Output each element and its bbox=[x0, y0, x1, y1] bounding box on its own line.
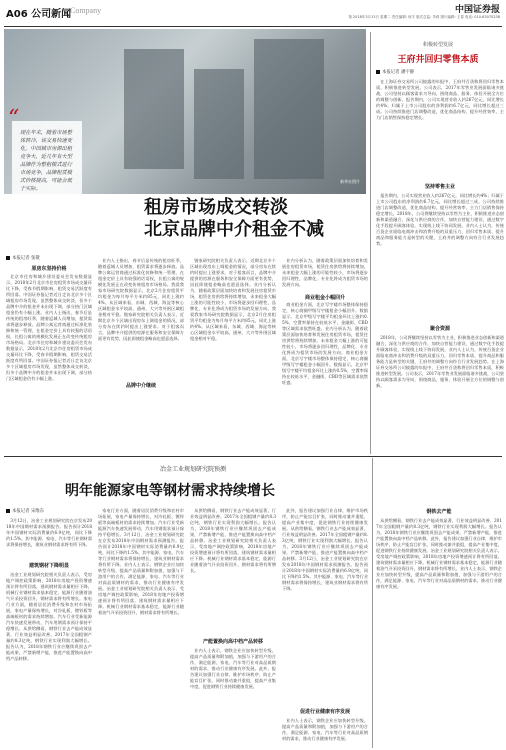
rent-subhead-1: 原房东坚持价格 bbox=[31, 266, 67, 272]
steel-col-5: 从供给侧看，钢铁行业去产能成效显著，行业效益明显改善。2017年全国粗钢产量约8.3亿吨，钢铁行业实现利润大幅增长。报告认为，2018年钢铁行业应继续巩固去产能成果，严禁新增产能，推进产能置换向高中档产品转移。此外，报告建议加强行业自律，维护市场秩序，防止产能盲目扩张，同时推动兼并重组，提高产业集中度，促进钢铁行业持续健康发展。冶金工业规划研究院相关负责人表示，受房地产调控政策影响，2018年房地产投资增速预计将有所回落，建筑钢材需求量相应下降。机械行业钢材需求基本稳定，能源行业随着油气开采投资回升，钢材需求将有所增长。业内人士表示，钢铁企业应加快转型升级，提高产品质量和附加值，加强与下游用户的合作，满足能源、家电、汽车等行业对高品质钢材的需求，推动行业健康有序发展。 bbox=[376, 518, 502, 589]
rent-byline: 本报记者 张敬 bbox=[6, 255, 40, 261]
pull-quote bbox=[8, 106, 82, 213]
steel-col-1b: 冶金工业规划研究院相关负责人表示，受房地产调控政策影响，2018年房地产投资增速预计将有所回落，建筑钢材需求量相应下降。机械行业钢材需求基本稳定，能源行业随着油气开采投资回升，钢材需求将有所增长。家电行业方面，随着居民消费升级和农村市场拓展，家电产量保持增长，对冷轧板、镀锌板等高端板材的需求持续增加。汽车行业受新能源汽车快速发展带动，汽车用钢需求预计保持平稳增长。从供给侧看，钢铁行业去产能成效显著，行业效益明显改善。2017年全国粗钢产量约8.3亿吨，钢铁行业实现利润大幅增长。报告认为，2018年钢铁行业应继续巩固去产能成果，严禁新增产能，推进产能置换向高中档产品转移。 bbox=[6, 572, 92, 661]
side-subhead-1: 坚持零售主业 bbox=[424, 184, 455, 190]
wangfujing-story bbox=[372, 33, 504, 433]
section-english: Company bbox=[70, 6, 102, 15]
steel-subhead-4: 钢铁去产能 bbox=[426, 509, 452, 515]
masthead-logo: 中国证券报 bbox=[454, 5, 500, 15]
steel-kicker: 冶金工业规划研究院预测 bbox=[160, 466, 227, 473]
sidebar-divider bbox=[370, 32, 371, 454]
rent-headline-line1: 租房市场成交转淡 bbox=[144, 197, 288, 218]
rent-headline-line2: 北京品牌中介租金不减 bbox=[144, 219, 324, 240]
side-byline: 本报记者 潘宇静 bbox=[376, 69, 414, 75]
side-kicker: 积极转型发展 bbox=[422, 42, 453, 48]
page-header bbox=[0, 0, 506, 27]
side-col-3: 2018年，公司将继续坚持以零售为主业，积极推进业态创新和渠道融合，深化与供应商的合作，加快自营能力建设，通过数字化手段提升顾客体验，实现线上线下协同发展。业内人士认为，传统百货企业面临电商冲击和消费升级的双重压力，回归零售本质、提升商品和服务能力是转型的关键，王府井的调整方向符合行业发展趋势。在上海证券交易所公司披露的年报中，王府井百货称将回归零售本质，积极推进转型发展。公司表示，2017年零售业发展面临诸多挑战，公司坚持以顾客需求为导向，围绕商品、服务、体验开展全方位的调整与创新。 bbox=[376, 335, 504, 388]
byline-square-icon bbox=[376, 70, 380, 74]
issue-line: 第 2018年3月13日 星期二 责任编辑: 何宇 版式总监: 毕莉 图片编辑: 王春 电话: 010-63070238 bbox=[348, 15, 500, 19]
photo-caption: 新华社图片 bbox=[340, 179, 360, 184]
pull-quote-text: 现在年末，随着市场整体转冷，该交易快速变化，中国城市房源出租竞争大，近几年有大型品牌作为整租模式进行市场竞争，品牌租赁模式价格提高，可能会低于实际。 bbox=[20, 130, 72, 192]
steel-byline: 本报记者 宋维东 bbox=[6, 508, 44, 514]
rent-headline bbox=[144, 197, 324, 241]
steel-col-1a: 3月12日，冶金工业规划研究院在京发布2018年中国钢材需求预测报告。报告预计2018年中国钢材实际消费量约6.9亿吨，同比下降约1.5%。其中能源、家电、汽车等行业钢材需求将保持增长，建筑业钢材需求将有所下降。 bbox=[6, 518, 92, 547]
rent-col-4b: 商业租金方面，北京写字楼市场整体保持稳定，核心商圈甲级写字楼租金小幅回升。数据显示，北京甲级写字楼平均租金环比上涨约0.5%，空置率保持在较低水平，金融街、CBD等区域需求依然旺盛。业内分析认为，随着政策层面加快培育和发展住房租赁市场，租赁住房供给将持续增加，未来租金大幅上涨的可能性较小，市场将逐步回归理性，品牌化、专业化将成为租赁市场的发展方向。商业租金方面，北京写字楼市场整体保持稳定，核心商圈甲级写字楼租金小幅回升。数据显示，北京甲级写字楼平均租金环比上涨约0.5%，空置率保持在较低水平，金融街、CBD等区域需求依然旺盛。 bbox=[282, 302, 368, 385]
rent-col-2: 业内人士指出，春节后是传统的租房旺季，随着返城人员增加，租赁需求将逐步释放。品牌公寓运营商通过标准化装修和统一管理，在租金定价上具有较强的话语权，长租公寓的规模化发展正在改变传统租房市场格局。我爱我家市场研究院数据显示，北京2月住房租赁平均租金为每月每平方米约85元，同比上涨约4%。从区域来看，东城、西城、海淀等核心区域租金水平较高，通州、大兴等外围区域租金相对平稳。链家研究院相关负责人表示，近期北京多个区域出现房东上调租金的情况，部分房东在续约时提出上涨要求。对于租客而言，品牌中介提供的房源在服务和安全保障方面更有优势，因此即使租金略高也愿意选择。 bbox=[98, 258, 184, 341]
quote-mark-icon: “ bbox=[8, 106, 20, 131]
side-headline: 王府井回归零售本质 bbox=[397, 55, 479, 65]
steel-col-4b: 业内人士表示，钢铁企业应加快转型升级，提高产品质量和附加值，加强与下游用户的合作，满足能源、家电、汽车等行业对高品质钢材的需求，推动行业健康有序发展。 bbox=[282, 718, 368, 741]
steel-col-2: 家电行业方面，随着居民消费升级和农村市场拓展，家电产量保持增长，对冷轧板、镀锌板等高端板材的需求持续增加。汽车行业受新能源汽车快速发展带动，汽车用钢需求预计保持平稳增长。3月12日，冶金工业规划研究院在京发布2018年中国钢材需求预测报告。报告预计2018年中国钢材实际消费量约6.9亿吨，同比下降约1.5%。其中能源、家电、汽车等行业钢材需求将保持增长，建筑业钢材需求将有所下降。业内人士表示，钢铁企业应加快转型升级，提高产品质量和附加值，加强与下游用户的合作，满足能源、家电、汽车等行业对高品质钢材的需求，推动行业健康有序发展。冶金工业规划研究院相关负责人表示，受房地产调控政策影响，2018年房地产投资增速预计将有所回落，建筑钢材需求量相应下降。机械行业钢材需求基本稳定，能源行业随着油气开采投资回升，钢材需求将有所增长。 bbox=[98, 508, 184, 615]
steel-subhead-2: 产能置换向高中档产品转移 bbox=[202, 639, 263, 645]
steel-col-3a: 从供给侧看，钢铁行业去产能成效显著，行业效益明显改善。2017年全国粗钢产量约8.3亿吨，钢铁行业实现利润大幅增长。报告认为，2018年钢铁行业应继续巩固去产能成果，严禁新增产能，推进产能置换向高中档产品转移。冶金工业规划研究院相关负责人表示，受房地产调控政策影响，2018年房地产投资增速预计将有所回落，建筑钢材需求量相应下降。机械行业钢材需求基本稳定，能源行业随着油气开采投资回升，钢材需求将有所增长。 bbox=[190, 508, 276, 573]
section-code: A06 公司新闻 bbox=[6, 9, 72, 20]
rent-col-4a: 业内分析认为，随着政策层面加快培育和发展住房租赁市场，租赁住房供给将持续增加，未来租金大幅上涨的可能性较小，市场将逐步回归理性，品牌化、专业化将成为租赁市场的发展方向。 bbox=[282, 258, 368, 287]
side-subhead-2: 聚合资源 bbox=[429, 326, 450, 332]
byline-square-icon bbox=[6, 256, 10, 260]
steel-subhead-1: 建筑钢材下降明显 bbox=[28, 563, 69, 569]
steel-subhead-3: 促进行业健康有序发展 bbox=[299, 709, 350, 715]
steel-headline: 明年能源家电等钢材需求持续增长 bbox=[65, 483, 275, 499]
steel-col-3b: 业内人士表示，钢铁企业应加快转型升级，提高产品质量和附加值，加强与下游用户的合作，满足能源、家电、汽车等行业对高品质钢材的需求，推动行业健康有序发展。此外，报告建议加强行业自律，维护市场秩序，防止产能盲目扩张，同时推动兼并重组，提高产业集中度，促进钢铁行业持续健康发展。 bbox=[190, 648, 276, 689]
rent-col-1: 北京市住房和城乡建设委员会发布数据显示，2018年2月北京市住房租赁市场成交量环比下降，受春节假期影响，租赁交易活跃度有所回落。中国证券报记者近日走访北京多个区域租房市场发现，虽然整体成交转淡，但多个品牌中介的租金并未出现下调，部分热门区域租金仍有小幅上涨。业内人士指出，春节后是传统的租房旺季，随着返城人员增加，租赁需求将逐步释放。品牌公寓运营商通过标准化装修和统一管理，在租金定价上具有较强的话语权，长租公寓的规模化发展正在改变传统租房市场格局。北京市住房和城乡建设委员会发布数据显示，2018年2月北京市住房租赁市场成交量环比下降，受春节假期影响，租赁交易活跃度有所回落。中国证券报记者近日走访北京多个区域租房市场发现，虽然整体成交转淡，但多个品牌中介的租金并未出现下调，部分热门区域租金仍有小幅上涨。 bbox=[6, 274, 92, 381]
rent-subhead-3: 品牌中介继续 bbox=[125, 383, 156, 389]
rent-col-3: 链家研究院相关负责人表示，近期北京多个区域出现房东上调租金的情况，部分房东在续约时提出上涨要求。对于租客而言，品牌中介提供的房源在服务和安全保障方面更有优势，因此即使租金略高也愿意选择。业内分析认为，随着政策层面加快培育和发展住房租赁市场，租赁住房供给将持续增加，未来租金大幅上涨的可能性较小，市场将逐步回归理性，品牌化、专业化将成为租赁市场的发展方向。我爱我家市场研究院数据显示，北京2月住房租赁平均租金为每月每平方米约85元，同比上涨约4%。从区域来看，东城、西城、海淀等核心区域租金水平较高，通州、大兴等外围区域租金相对平稳。 bbox=[190, 258, 276, 341]
steel-col-4a: 此外，报告建议加强行业自律，维护市场秩序，防止产能盲目扩张，同时推动兼并重组，提高产业集中度，促进钢铁行业持续健康发展。从供给侧看，钢铁行业去产能成效显著，行业效益明显改善。2017年全国粗钢产量约8.3亿吨，钢铁行业实现利润大幅增长。报告认为，2018年钢铁行业应继续巩固去产能成果，严禁新增产能，推进产能置换向高中档产品转移。3月12日，冶金工业规划研究院在京发布2018年中国钢材需求预测报告。报告预计2018年中国钢材实际消费量约6.9亿吨，同比下降约1.5%。其中能源、家电、汽车等行业钢材需求将保持增长，建筑业钢材需求将有所下降。 bbox=[282, 508, 368, 591]
section-rule bbox=[4, 456, 502, 457]
header-rule bbox=[4, 26, 502, 27]
byline-square-icon bbox=[6, 509, 10, 513]
side-col-2: 报告期内，公司实现营业收入约267亿元，同比增长约4%；归属于上市公司股东的净利润约6.7亿元，同比增长超过三成。公司持续推进门店调整改造，优化商品结构，提升经营效率，主力门店销售保持稳定增长。2018年，公司将继续坚持以零售为主业，积极推进业态创新和渠道融合，深化与供应商的合作，加快自营能力建设，通过数字化手段提升顾客体验，实现线上线下协同发展。业内人士认为，传统百货企业面临电商冲击和消费升级的双重压力，回归零售本质、提升商品和服务能力是转型的关键，王府井的调整方向符合行业发展趋势。 bbox=[376, 193, 504, 246]
rent-subhead-4: 商业租金小幅回升 bbox=[304, 295, 345, 301]
side-col-1: 在上海证券交易所公司披露的年报中，王府井百货称将回归零售本质，积极推进转型发展。公司表示，2017年零售业发展面临诸多挑战，公司坚持以顾客需求为导向，围绕商品、服务、体验开展全方位的调整与创新。报告期内，公司实现营业收入约267亿元，同比增长约4%；归属于上市公司股东的净利润约6.7亿元，同比增长超过三成。公司持续推进门店调整改造，优化商品结构，提升经营效率，主力门店销售保持稳定增长。 bbox=[376, 79, 504, 120]
rent-story-lead bbox=[4, 29, 366, 275]
steel-divider bbox=[372, 458, 373, 748]
